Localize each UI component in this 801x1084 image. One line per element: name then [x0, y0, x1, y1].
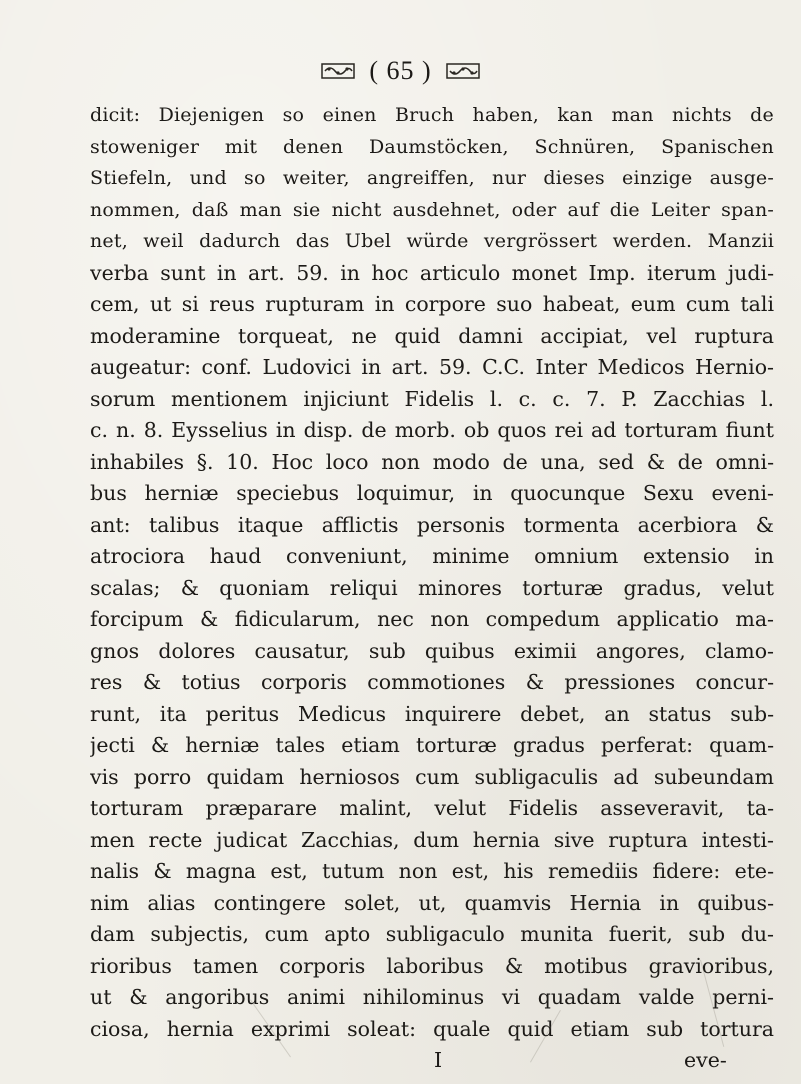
text-line: men recte judicat Zacchias, dum hernia sive ruptura intesti-: [90, 827, 774, 852]
text-line: jecti & herniæ tales etiam torturæ gradus perferat: quam-: [90, 733, 774, 757]
text-line: ant: talibus itaque afflictis personis tormenta acerbiora &: [90, 512, 774, 537]
text-line: cem, ut si reus rupturam in corpore suo habeat, eum cum tali: [90, 292, 774, 316]
text-line: nim alias contingere solet, ut, quamvis Hernia in quibus-: [90, 890, 774, 915]
text-line: dam subjectis, cum apto subligaculo munita fuerit, sub du-: [90, 922, 774, 946]
text-line: nalis & magna est, tutum non est, his remediis fidere: ete-: [90, 859, 774, 883]
catchword: eve-: [684, 1048, 727, 1072]
text-line: sorum mentionem injiciunt Fidelis l. c. c. 7. P. Zacchias l.: [90, 386, 774, 411]
text-line: moderamine torqueat, ne quid damni accipiat, vel ruptura: [90, 323, 774, 348]
text-line: runt, ita peritus Medicus inquirere debet, an status sub-: [90, 701, 774, 726]
right-ornament-icon: [446, 61, 480, 81]
text-line: ciosa, hernia exprimi soleat: quale quid etiam sub tortura: [90, 1016, 774, 1041]
catch-line: [90, 1045, 774, 1077]
text-line: inhabiles §. 10. Hoc loco non modo de una, sed & de omni-: [90, 449, 774, 474]
text-line: c. n. 8. Eysselius in disp. de morb. ob quos rei ad torturam fiunt: [90, 418, 774, 442]
text-line: scalas; & quoniam reliqui minores torturæ gradus, velut: [90, 575, 774, 600]
text-line: torturam præparare malint, velut Fidelis asseveravit, ta-: [90, 796, 774, 820]
text-line: verba sunt in art. 59. in hoc articulo monet Imp. iterum judi-: [90, 260, 774, 285]
text-line: forcipum & fidicularum, nec non compedum applicatio ma-: [90, 607, 774, 631]
text-line: nommen, daß man sie nicht ausdehnet, oder auf die Leiter span-: [90, 198, 774, 221]
text-line: net, weil dadurch das Ubel würde vergrössert werden. Manzii: [90, 230, 774, 252]
text-line: rioribus tamen corporis laboribus & motibus gravioribus,: [90, 953, 774, 978]
body-text: [90, 100, 774, 1077]
left-ornament-icon: [321, 61, 355, 81]
text-line: vis porro quidam herniosos cum subligaculis ad subeundam: [90, 764, 774, 789]
signature-mark: I: [434, 1048, 443, 1072]
text-line: stoweniger mit denen Daumstöcken, Schnüren, Spanischen: [90, 135, 774, 158]
text-line: Stiefeln, und so weiter, angreiffen, nur dieses einzige ausge-: [90, 167, 774, 189]
text-line: res & totius corporis commotiones & pressiones concur-: [90, 670, 774, 694]
text-line: bus herniæ speciebus loquimur, in quocunque Sexu eveni-: [90, 481, 774, 505]
text-line: atrociora haud conveniunt, minime omnium extensio in: [90, 544, 774, 568]
page-number: ( 65 ): [369, 56, 432, 85]
page-header: [0, 56, 801, 86]
text-line: ut & angoribus animi nihilominus vi quadam valde perni-: [90, 985, 774, 1009]
text-line: dicit: Diejenigen so einen Bruch haben, kan man nichts de: [90, 104, 774, 126]
text-line: augeatur: conf. Ludovici in art. 59. C.C. Inter Medicos Hernio-: [90, 355, 774, 379]
text-line: gnos dolores causatur, sub quibus eximii angores, clamo-: [90, 638, 774, 663]
